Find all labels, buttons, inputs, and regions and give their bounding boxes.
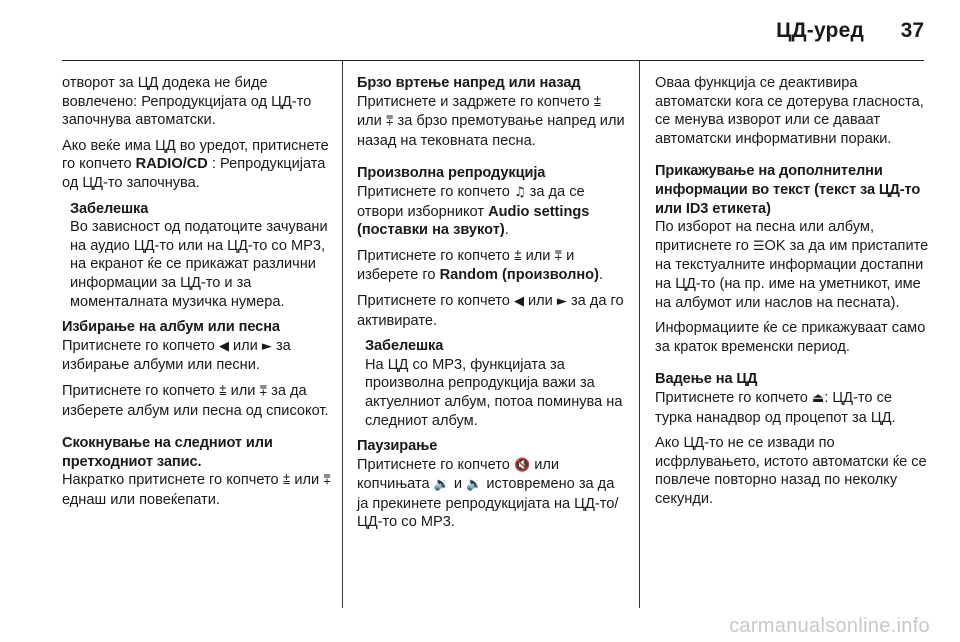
text: за избирање албуми или песни. [62,337,291,374]
text: и [449,476,467,493]
up-key-icon: ⩲ [593,94,602,110]
volume-down-icon: 🔈 [466,477,483,493]
text: или копчињата [357,456,560,493]
down-key-icon: ⩱ [554,248,563,264]
right-arrow-icon: ► [556,293,567,309]
paragraph [357,292,629,330]
text: или [523,292,557,309]
page-header [0,0,960,60]
music-note-icon: ♫ [513,184,526,200]
text: Притиснете го копчето [357,292,514,309]
paragraph [62,137,334,193]
text: Притиснете го копчето [62,337,219,354]
section-heading: Прикажување на дополнителни информации во текст (текст за ЦД-то или ID3 етикета) [655,163,921,217]
watermark: carmanualsonline.info [729,615,930,637]
text: Притиснете го копчето [357,183,514,200]
up-key-icon: ⩲ [513,248,522,264]
text: за да се отвори изборникот [357,183,585,220]
left-arrow-icon: ◀ [218,338,229,354]
up-key-icon: ⩲ [282,473,291,489]
paragraph [357,183,629,240]
text: Притиснете го копчето [357,247,514,264]
option-name: Random (произволно) [439,267,599,284]
note-text: На ЦД со MP3, функцијата за произволна репродукција важи за актуелниот албум, потоа поминува на следниот албум. [365,356,623,429]
paragraph [62,337,334,375]
text: . [598,267,604,284]
left-arrow-icon: ◀ [513,293,524,309]
header-rule [62,60,924,61]
text: . [504,222,509,239]
section-heading: Паузирање [357,438,438,455]
down-key-icon: ⩱ [259,383,268,399]
text: за да изберете албум или песна од списокот. [62,382,329,419]
paragraph: Ако ЦД-то не се извади по исфрлувањето, истото автоматски ќе се повлече повторно назад по неколку секунди. [655,435,927,507]
paragraph [357,247,629,285]
up-key-icon: ⩲ [218,383,227,399]
paragraph: отворот за ЦД додека не биде вовлечено: Репродукцијата од ЦД-то започнува автоматски. [62,75,312,129]
column-3 [655,74,931,515]
text: или [228,337,262,354]
down-key-icon: ⩱ [385,114,394,130]
page-number: 37 [900,19,924,42]
column-divider-2 [639,60,640,608]
text: или [290,472,324,489]
text: за да го активирате. [357,292,624,329]
note [357,337,629,430]
paragraph [655,218,931,312]
note-text: Во зависност од податоците зачувани на аудио ЦД-то или на ЦД-то со MP3, на екранот ќе се прикажат различни информации за ЦД-то и за моменталната музичка нумера. [70,219,328,310]
section-heading: Вадење на ЦД [655,371,758,388]
menu-knob-icon: ☰ [752,238,765,254]
text: По изборот на песна или албум, притиснете го [655,219,875,254]
text: Притиснете го копчето [655,389,812,406]
down-key-icon: ⩱ [323,473,331,489]
text: Притиснете го копчето [357,456,514,473]
text: OK за да им пристапите на текстуалните информации достапни на ЦД-то (на пр. име на уметникот, име на албумот или наслов на песната). [655,237,929,311]
note-title: Забелешка [70,200,149,217]
text: или [357,113,386,130]
volume-up-icon: 🔉 [433,477,450,493]
text: за брзо премотување напред или назад на тековната песна. [357,113,625,149]
page-title: ЦД-уред [776,19,864,42]
paragraph [655,389,931,427]
text: или [521,247,555,264]
radio-cd-button-label: RADIO/CD [135,156,208,173]
column-2 [357,74,629,539]
text: Притиснете го копчето [62,382,219,399]
text: : ЦД-то се турка нанадвор од процепот за ЦД. [655,389,896,426]
right-arrow-icon: ► [261,338,272,354]
text: или [226,382,260,399]
text: еднаш или повеќепати. [62,491,220,508]
section-heading: Произволна репродукција [357,165,546,182]
text: истовремено за да ја прекинете репродукцијата на ЦД-то/ЦД-то со MP3. [357,476,619,531]
paragraph [62,382,334,420]
paragraph [357,93,629,151]
eject-icon: ⏏ [811,390,825,406]
section-heading: Брзо вртење напред или назад [357,75,581,91]
text: Притиснете и задржете го копчето [357,93,594,110]
column-divider-1 [342,60,343,608]
paragraph: Оваа функција се деактивира автоматски кога се дотерува гласноста, се менува изворот или се даваат автоматски информативни пораки. [655,75,924,147]
mute-icon: 🔇 [513,457,531,473]
paragraph [62,471,334,509]
column-1 [62,74,334,516]
menu-name: Audio settings (поставки на звукот) [357,203,590,239]
section-heading: Избирање на албум или песна [62,319,280,336]
paragraph: Информациите ќе се прикажуваат само за краток временски период. [655,320,926,355]
text: Накратко притиснете го копчето [62,472,283,489]
note [62,200,334,312]
paragraph [357,456,629,532]
text: Ако веќе има ЦД во уредот, притиснете го копчето [62,137,329,173]
section-heading: Скокнување на следниот или претходниот запис. [62,435,273,470]
text: и изберете го [357,247,575,284]
note-title: Забелешка [365,338,444,355]
text: : Репродукцијата од ЦД-то започнува. [62,156,326,191]
